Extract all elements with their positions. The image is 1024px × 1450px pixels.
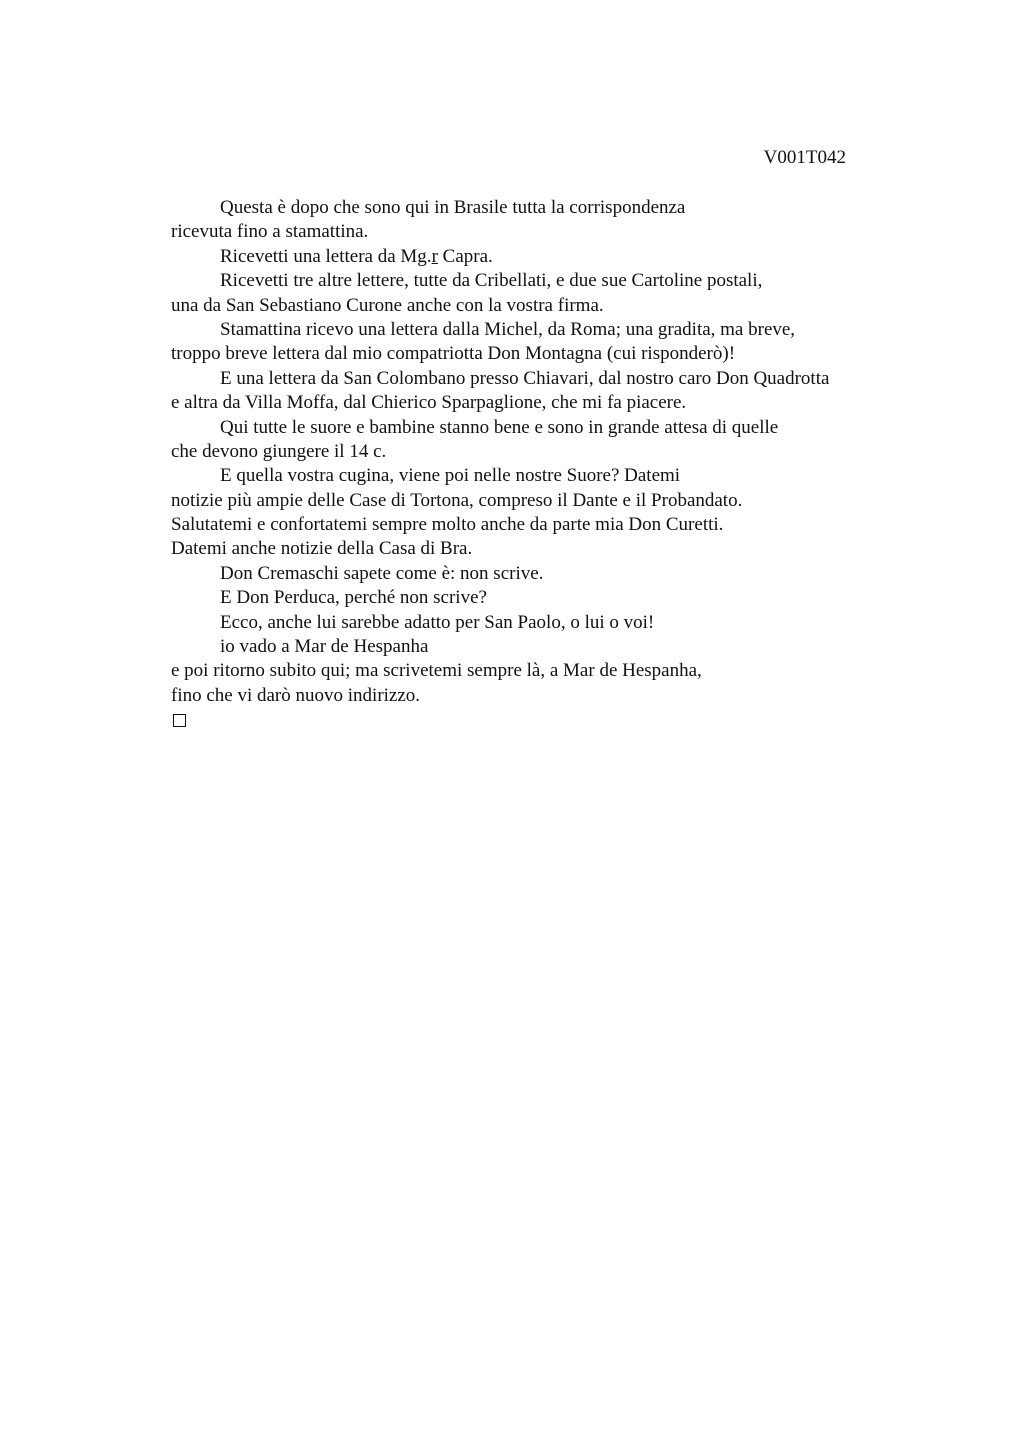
- letter-line: troppo breve lettera dal mio compatriotta Don Montagna (cui risponderò)!: [171, 343, 736, 365]
- letter-line: [171, 245, 931, 269]
- letter-line-text: Ricevetti una lettera da Mg.: [220, 245, 432, 267]
- letter-line: una da San Sebastiano Curone anche con la vostra firma.: [171, 294, 604, 316]
- letter-line: e poi ritorno subito qui; ma scrivetemi sempre là, a Mar de Hespanha,: [171, 660, 702, 682]
- letter-line: Don Cremaschi sapete come è: non scrive.: [220, 562, 544, 584]
- letter-line-text: Capra.: [437, 245, 493, 267]
- letter-line: io vado a Mar de Hespanha: [220, 636, 429, 658]
- letter-line: Qui tutte le suore e bambine stanno bene e sono in grande attesa di quelle: [220, 416, 779, 438]
- letter-line: Questa è dopo che sono qui in Brasile tutta la corrispondenza: [220, 197, 686, 218]
- letter-line: Salutatemi e confortatemi sempre molto anche da parte mia Don Curetti.: [171, 514, 724, 536]
- letter-line: Ecco, anche lui sarebbe adatto per San Paolo, o lui o voi!: [220, 611, 655, 633]
- letter-line: e altra da Villa Moffa, dal Chierico Sparpaglione, che mi fa piacere.: [171, 392, 687, 414]
- letter-line: notizie più ampie delle Case di Tortona, compreso il Dante e il Probandato.: [171, 489, 743, 511]
- document-id: V001T042: [763, 147, 846, 168]
- letter-line: fino che vi darò nuovo indirizzo.: [171, 684, 421, 706]
- letter-line: Datemi anche notizie della Casa di Bra.: [171, 538, 473, 560]
- letter-body: [171, 196, 931, 727]
- letter-line: ricevuta fino a stamattina.: [171, 221, 369, 243]
- letter-line: che devono giungere il 14 c.: [171, 440, 387, 462]
- letter-line: E quella vostra cugina, viene poi nelle nostre Suore? Datemi: [220, 465, 681, 487]
- letter-line: E una lettera da San Colombano presso Chiavari, dal nostro caro Don Quadrotta: [220, 367, 830, 389]
- abbreviation-superscript: r: [431, 245, 438, 267]
- letter-line: Stamattina ricevo una lettera dalla Michel, da Roma; una gradita, ma breve,: [220, 318, 796, 340]
- end-marker-box: [173, 714, 186, 727]
- letter-line: Ricevetti tre altre lettere, tutte da Cribellati, e due sue Cartoline postali,: [220, 270, 763, 292]
- letter-line: E Don Perduca, perché non scrive?: [220, 587, 487, 609]
